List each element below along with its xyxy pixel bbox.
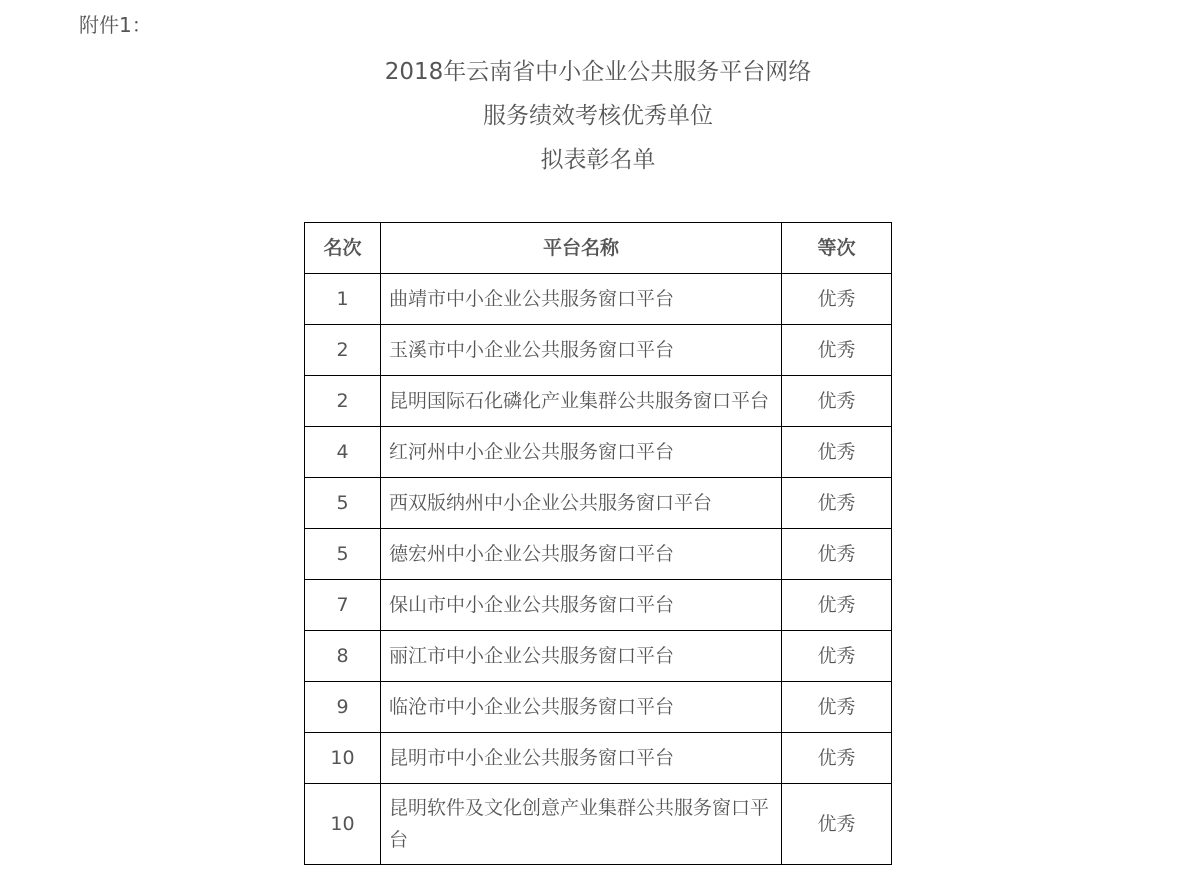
table-row [305, 274, 892, 325]
platform-name-cell: 红河州中小企业公共服务窗口平台 [381, 427, 782, 478]
header-rank: 名次 [305, 223, 381, 274]
rank-cell: 10 [305, 784, 381, 865]
platform-name-cell: 丽江市中小企业公共服务窗口平台 [381, 631, 782, 682]
grade-cell: 优秀 [782, 682, 892, 733]
grade-cell: 优秀 [782, 784, 892, 865]
header-platform-name: 平台名称 [381, 223, 782, 274]
document-title [0, 50, 1196, 182]
platform-name-cell: 临沧市中小企业公共服务窗口平台 [381, 682, 782, 733]
table-row [305, 580, 892, 631]
platform-name-cell: 西双版纳州中小企业公共服务窗口平台 [381, 478, 782, 529]
table-row [305, 631, 892, 682]
platform-name-cell: 保山市中小企业公共服务窗口平台 [381, 580, 782, 631]
table-row [305, 784, 892, 865]
rank-cell: 7 [305, 580, 381, 631]
rank-cell: 1 [305, 274, 381, 325]
grade-cell: 优秀 [782, 733, 892, 784]
rank-cell: 2 [305, 325, 381, 376]
table-header-row [305, 223, 892, 274]
platform-name-cell: 昆明国际石化磷化产业集群公共服务窗口平台 [381, 376, 782, 427]
title-line-1: 2018年云南省中小企业公共服务平台网络 [384, 59, 812, 85]
rank-cell: 5 [305, 478, 381, 529]
title-line-2: 服务绩效考核优秀单位 [483, 103, 713, 129]
grade-cell: 优秀 [782, 478, 892, 529]
table-row [305, 325, 892, 376]
title-line-3: 拟表彰名单 [540, 147, 656, 173]
platform-name-cell: 曲靖市中小企业公共服务窗口平台 [381, 274, 782, 325]
grade-cell: 优秀 [782, 325, 892, 376]
ranking-table [304, 222, 892, 865]
grade-cell: 优秀 [782, 580, 892, 631]
grade-cell: 优秀 [782, 274, 892, 325]
rank-cell: 5 [305, 529, 381, 580]
table-row [305, 478, 892, 529]
grade-cell: 优秀 [782, 529, 892, 580]
rank-cell: 9 [305, 682, 381, 733]
rank-cell: 8 [305, 631, 381, 682]
grade-cell: 优秀 [782, 631, 892, 682]
grade-cell: 优秀 [782, 427, 892, 478]
platform-name-cell: 玉溪市中小企业公共服务窗口平台 [381, 325, 782, 376]
table-row [305, 733, 892, 784]
platform-name-cell: 昆明市中小企业公共服务窗口平台 [381, 733, 782, 784]
table-row [305, 376, 892, 427]
rank-cell: 10 [305, 733, 381, 784]
header-grade: 等次 [782, 223, 892, 274]
table-row [305, 682, 892, 733]
rank-cell: 4 [305, 427, 381, 478]
grade-cell: 优秀 [782, 376, 892, 427]
platform-name-cell: 德宏州中小企业公共服务窗口平台 [381, 529, 782, 580]
platform-name-cell: 昆明软件及文化创意产业集群公共服务窗口平台 [381, 784, 782, 865]
table-row [305, 529, 892, 580]
ranking-table-container [304, 222, 892, 865]
table-row [305, 427, 892, 478]
attachment-label: 附件1： [79, 13, 152, 37]
rank-cell: 2 [305, 376, 381, 427]
